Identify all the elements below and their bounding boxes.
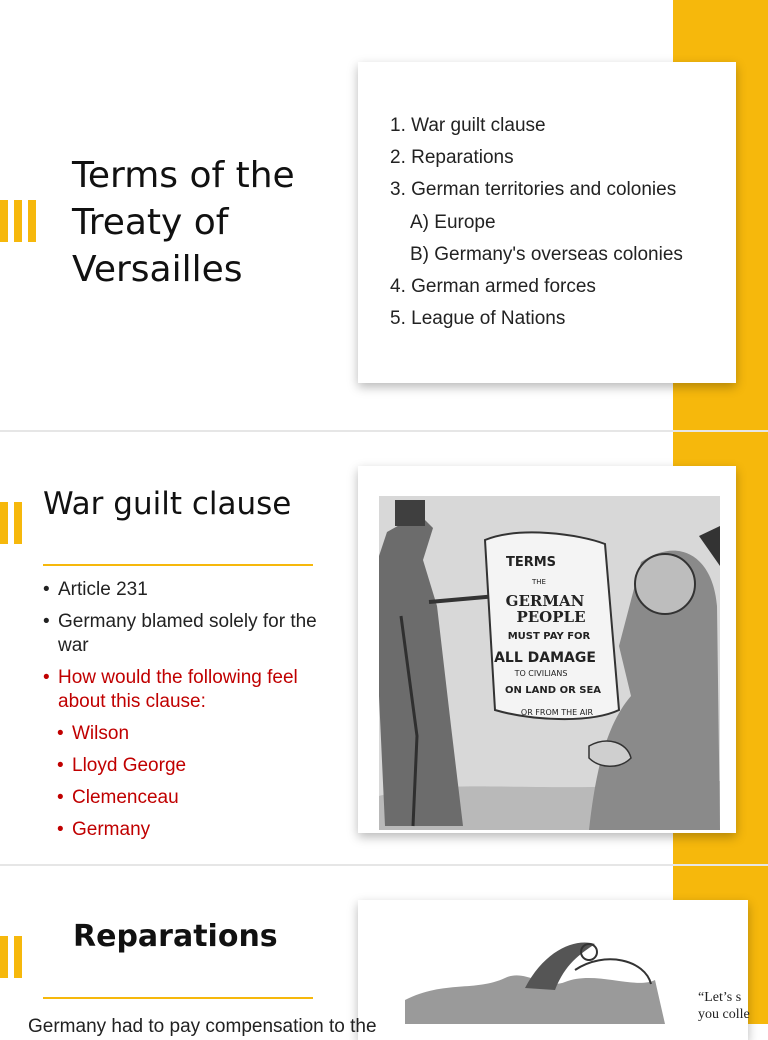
- contents-list: [390, 110, 683, 335]
- list-item: 4. German armed forces: [390, 275, 596, 297]
- cartoon-caption: “Let’s s: [698, 990, 742, 1005]
- reparations-cartoon-image: [405, 930, 695, 1024]
- political-cartoon-image: [379, 496, 720, 830]
- title-underline: [43, 564, 313, 566]
- slide-terms-overview: [0, 0, 768, 430]
- list-item: 1. War guilt clause: [390, 115, 546, 136]
- list-item: • Germany blamed solely for the war: [43, 610, 343, 658]
- list-item: • How would the following feel about this clause:: [43, 666, 343, 714]
- scroll-text: THE: [532, 578, 546, 586]
- scroll-text: TERMS: [505, 555, 557, 570]
- list-item: • Article 231: [43, 578, 343, 602]
- list-item: • Lloyd George: [57, 754, 343, 778]
- list-item: B) Germany's overseas colonies: [410, 243, 683, 265]
- list-item: A) Europe: [410, 211, 496, 233]
- list-item: • Germany: [57, 818, 343, 842]
- scroll-text: MUST PAY FOR: [507, 631, 591, 642]
- scroll-text: ON LAND OR SEA: [504, 685, 602, 696]
- title-underline: [43, 997, 313, 999]
- list-item: 3. German territories and colonies: [390, 179, 677, 201]
- bullet-list: [43, 578, 343, 850]
- cartoon-caption: you colle: [698, 1007, 750, 1022]
- slide-title: Terms of the Treaty of Versailles: [72, 155, 295, 290]
- scroll-text: GERMAN: [505, 592, 585, 610]
- body-text: Germany had to pay compensation to the: [28, 1016, 377, 1037]
- slide-bullet-marker: [0, 936, 22, 978]
- scroll-text: TO CIVILIANS: [514, 669, 568, 678]
- slide-title: War guilt clause: [43, 486, 292, 522]
- slide-title: Reparations: [73, 919, 278, 954]
- scroll-text: OR FROM THE AIR: [520, 708, 594, 717]
- list-item: 2. Reparations: [390, 147, 514, 169]
- slide-bullet-marker: [0, 200, 36, 242]
- scroll-text: ALL DAMAGE: [494, 650, 596, 666]
- slide-bullet-marker: [0, 502, 22, 544]
- list-item: • Wilson: [57, 722, 343, 746]
- list-item: 5. League of Nations: [390, 308, 566, 330]
- scroll-text: PEOPLE: [516, 608, 586, 626]
- list-item: • Clemenceau: [57, 786, 343, 810]
